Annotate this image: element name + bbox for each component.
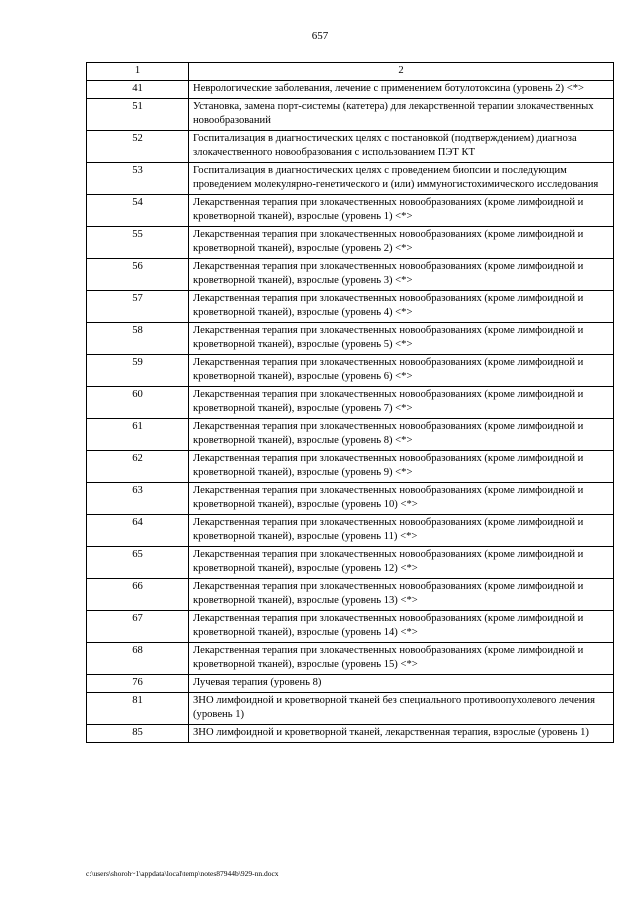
table-row — [87, 99, 614, 131]
table-row — [87, 611, 614, 643]
row-code: 59 — [87, 355, 189, 387]
tariff-table — [86, 62, 614, 743]
row-code: 64 — [87, 515, 189, 547]
row-description: Госпитализация в диагностических целях с проведением биопсии и последующим проведением молекулярно-генетического и (или) иммуногистохимического исследования — [189, 163, 614, 195]
row-description: Лекарственная терапия при злокачественных новообразованиях (кроме лимфоидной и кроветворной тканей), взрослые (уровень 12) <*> — [189, 547, 614, 579]
column-header-code: 1 — [87, 63, 189, 81]
row-description: Лекарственная терапия при злокачественных новообразованиях (кроме лимфоидной и кроветворной тканей), взрослые (уровень 6) <*> — [189, 355, 614, 387]
row-code: 55 — [87, 227, 189, 259]
table-row — [87, 227, 614, 259]
row-description: Лекарственная терапия при злокачественных новообразованиях (кроме лимфоидной и кроветворной тканей), взрослые (уровень 15) <*> — [189, 643, 614, 675]
row-code: 61 — [87, 419, 189, 451]
row-code: 81 — [87, 693, 189, 725]
row-description: ЗНО лимфоидной и кроветворной тканей без специального противоопухолевого лечения (уровень 1) — [189, 693, 614, 725]
row-description: Лучевая терапия (уровень 8) — [189, 675, 614, 693]
row-code: 63 — [87, 483, 189, 515]
table-row — [87, 483, 614, 515]
table-row — [87, 131, 614, 163]
table-row — [87, 195, 614, 227]
table-row — [87, 725, 614, 743]
row-code: 41 — [87, 81, 189, 99]
row-code: 67 — [87, 611, 189, 643]
table-row — [87, 323, 614, 355]
row-description: Установка, замена порт-системы (катетера) для лекарственной терапии злокачественных новообразований — [189, 99, 614, 131]
row-code: 62 — [87, 451, 189, 483]
row-code: 60 — [87, 387, 189, 419]
table-row — [87, 451, 614, 483]
row-description: Лекарственная терапия при злокачественных новообразованиях (кроме лимфоидной и кроветворной тканей), взрослые (уровень 14) <*> — [189, 611, 614, 643]
table-row — [87, 675, 614, 693]
row-code: 68 — [87, 643, 189, 675]
row-code: 51 — [87, 99, 189, 131]
row-description: ЗНО лимфоидной и кроветворной тканей, лекарственная терапия, взрослые (уровень 1) — [189, 725, 614, 743]
table-row — [87, 547, 614, 579]
row-code: 65 — [87, 547, 189, 579]
row-description: Лекарственная терапия при злокачественных новообразованиях (кроме лимфоидной и кроветворной тканей), взрослые (уровень 4) <*> — [189, 291, 614, 323]
row-description: Лекарственная терапия при злокачественных новообразованиях (кроме лимфоидной и кроветворной тканей), взрослые (уровень 11) <*> — [189, 515, 614, 547]
table-header — [87, 63, 614, 81]
column-header-description: 2 — [189, 63, 614, 81]
row-code: 58 — [87, 323, 189, 355]
table-body — [87, 81, 614, 743]
row-description: Лекарственная терапия при злокачественных новообразованиях (кроме лимфоидной и кроветворной тканей), взрослые (уровень 1) <*> — [189, 195, 614, 227]
row-code: 52 — [87, 131, 189, 163]
table-row — [87, 291, 614, 323]
row-description: Лекарственная терапия при злокачественных новообразованиях (кроме лимфоидной и кроветворной тканей), взрослые (уровень 8) <*> — [189, 419, 614, 451]
row-description: Лекарственная терапия при злокачественных новообразованиях (кроме лимфоидной и кроветворной тканей), взрослые (уровень 5) <*> — [189, 323, 614, 355]
row-description: Лекарственная терапия при злокачественных новообразованиях (кроме лимфоидной и кроветворной тканей), взрослые (уровень 13) <*> — [189, 579, 614, 611]
row-description: Лекарственная терапия при злокачественных новообразованиях (кроме лимфоидной и кроветворной тканей), взрослые (уровень 9) <*> — [189, 451, 614, 483]
table-row — [87, 163, 614, 195]
row-code: 53 — [87, 163, 189, 195]
table-row — [87, 579, 614, 611]
table-row — [87, 259, 614, 291]
row-code: 85 — [87, 725, 189, 743]
footer-file-path: c:\users\shoroh~1\appdata\local\temp\notes87944b\929-nn.docx — [86, 869, 279, 878]
row-code: 54 — [87, 195, 189, 227]
row-description: Лекарственная терапия при злокачественных новообразованиях (кроме лимфоидной и кроветворной тканей), взрослые (уровень 7) <*> — [189, 387, 614, 419]
row-code: 66 — [87, 579, 189, 611]
table-header-row — [87, 63, 614, 81]
row-description: Неврологические заболевания, лечение с применением ботулотоксина (уровень 2) <*> — [189, 81, 614, 99]
row-description: Лекарственная терапия при злокачественных новообразованиях (кроме лимфоидной и кроветворной тканей), взрослые (уровень 2) <*> — [189, 227, 614, 259]
table-row — [87, 643, 614, 675]
row-code: 76 — [87, 675, 189, 693]
row-description: Лекарственная терапия при злокачественных новообразованиях (кроме лимфоидной и кроветворной тканей), взрослые (уровень 3) <*> — [189, 259, 614, 291]
row-description: Лекарственная терапия при злокачественных новообразованиях (кроме лимфоидной и кроветворной тканей), взрослые (уровень 10) <*> — [189, 483, 614, 515]
table-row — [87, 81, 614, 99]
table-row — [87, 387, 614, 419]
row-description: Госпитализация в диагностических целях с постановкой (подтверждением) диагноза злокачественного новообразования с использованием ПЭТ КТ — [189, 131, 614, 163]
row-code: 57 — [87, 291, 189, 323]
table-row — [87, 693, 614, 725]
table-row — [87, 419, 614, 451]
page-number: 657 — [311, 30, 329, 42]
row-code: 56 — [87, 259, 189, 291]
table-row — [87, 515, 614, 547]
table-row — [87, 355, 614, 387]
